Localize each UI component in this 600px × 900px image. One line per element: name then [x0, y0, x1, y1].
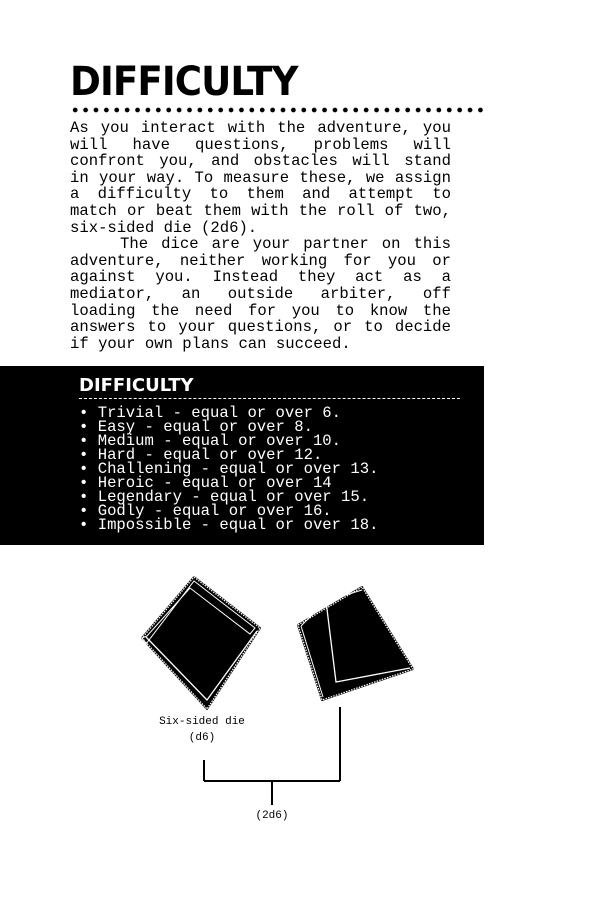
right-die-icon — [298, 587, 413, 700]
dashed-divider — [79, 398, 460, 399]
difficulty-item-impossible: • Impossible - equal or over 18. — [79, 518, 378, 532]
difficulty-box-title: DIFFICULTY — [79, 375, 194, 396]
die-label-notation: (d6) — [188, 732, 216, 744]
difficulty-item-trivial: • Trivial - equal or over 6. — [79, 406, 378, 420]
difficulty-item-hard: • Hard - equal or over 12. — [79, 448, 378, 462]
die-caption — [122, 716, 282, 744]
difficulty-item-heroic: • Heroic - equal or over 14 — [79, 476, 378, 490]
difficulty-item-challenging: • Challening - equal or over 13. — [79, 462, 378, 476]
difficulty-item-godly: • Godly - equal or over 16. — [79, 504, 378, 518]
die-label-name: Six-sided die — [159, 716, 245, 728]
left-die-icon — [142, 577, 260, 709]
difficulty-box — [0, 366, 484, 545]
difficulty-item-easy: • Easy - equal or over 8. — [79, 420, 378, 434]
intro-text — [70, 120, 451, 352]
intro-paragraph-1: As you interact with the adventure, you will have questions, problems will confront you, and obstacles will stand in your way. To measure these, we assign a difficulty to them and attempt to match or beat them with the roll of two, six-sided die (2d6). — [70, 119, 451, 237]
difficulty-item-medium: • Medium - equal or over 10. — [79, 434, 378, 448]
difficulty-item-legendary: • Legendary - equal or over 15. — [79, 490, 378, 504]
page-title: DIFFICULTY — [70, 59, 298, 105]
pair-caption: (2d6) — [255, 810, 289, 822]
dotted-divider — [70, 107, 485, 113]
intro-paragraph-2: The dice are your partner on this adventure, neither working for you or against you. Instead they act as a mediator, an outside arbiter, off loading the need for you to know the answers to your questions, or to decide if your own plans can succeed. — [70, 235, 451, 353]
difficulty-list — [79, 406, 378, 532]
